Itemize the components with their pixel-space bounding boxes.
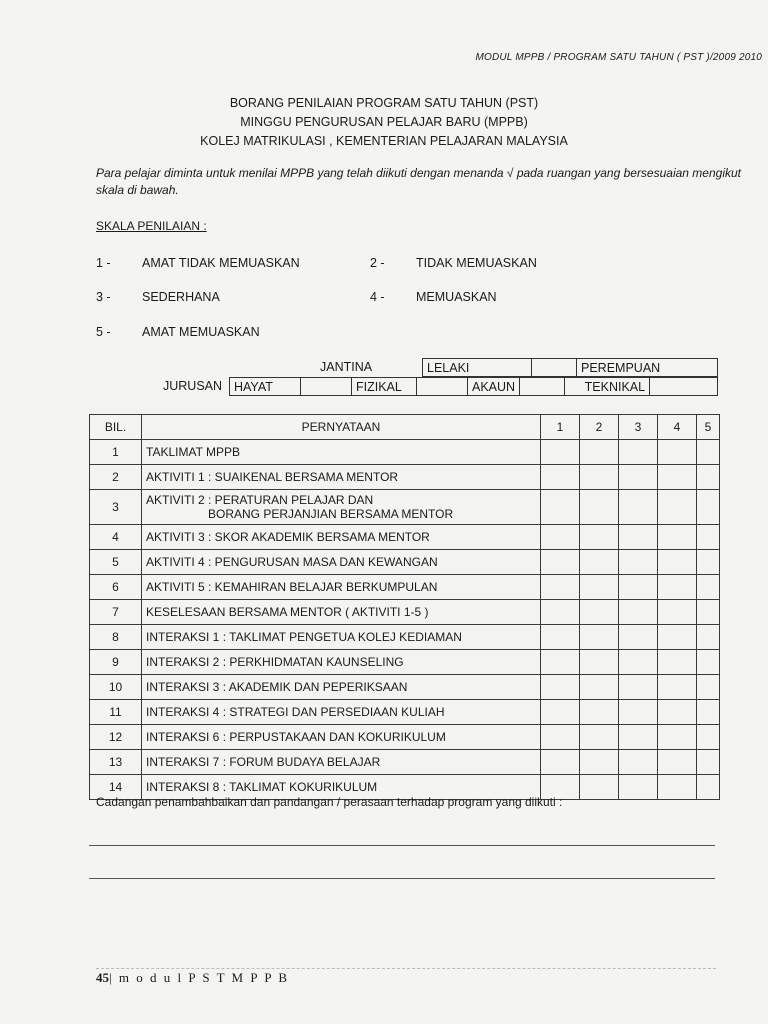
row-number: 3 <box>90 490 142 525</box>
rating-cell-2[interactable] <box>580 550 619 575</box>
table-row <box>90 490 720 525</box>
row-statement <box>142 675 541 700</box>
row-number: 2 <box>90 465 142 490</box>
statement-text: INTERAKSI 1 : TAKLIMAT PENGETUA KOLEJ KEDIAMAN <box>146 630 462 644</box>
rating-cell-2[interactable] <box>580 750 619 775</box>
rating-cell-5[interactable] <box>697 550 720 575</box>
statement-text: INTERAKSI 3 : AKADEMIK DAN PEPERIKSAAN <box>146 680 408 694</box>
row-number: 11 <box>90 700 142 725</box>
rating-cell-3[interactable] <box>619 440 658 465</box>
row-number: 8 <box>90 625 142 650</box>
table-row <box>90 725 720 750</box>
header-bil: BIL. <box>90 415 142 440</box>
scale-item-4: 4 - MEMUASKAN <box>370 290 497 304</box>
scale-item-5: 5 - AMAT MEMUASKAN <box>96 325 260 339</box>
rating-cell-1[interactable] <box>541 700 580 725</box>
checkbox-akaun[interactable] <box>520 378 565 396</box>
option-akaun[interactable]: AKAUN <box>468 378 520 396</box>
form-title-line-2: MINGGU PENGURUSAN PELAJAR BARU (MPPB) <box>240 115 528 129</box>
rating-cell-3[interactable] <box>619 700 658 725</box>
page-footer <box>96 970 289 986</box>
rating-cell-3[interactable] <box>619 625 658 650</box>
jantina-table <box>422 358 718 377</box>
rating-cell-3[interactable] <box>619 750 658 775</box>
rating-cell-5[interactable] <box>697 775 720 800</box>
rating-cell-5[interactable] <box>697 490 720 525</box>
instructions: Para pelajar diminta untuk menilai MPPB yang telah diikuti dengan menanda √ pada ruangan yang bersesuaian mengikut skala di bawah. <box>96 166 741 197</box>
rating-cell-1[interactable] <box>541 440 580 465</box>
row-number: 14 <box>90 775 142 800</box>
table-row <box>90 525 720 550</box>
table-row <box>90 675 720 700</box>
rating-cell-3[interactable] <box>619 725 658 750</box>
rating-cell-3[interactable] <box>619 650 658 675</box>
table-row <box>90 625 720 650</box>
rating-cell-4[interactable] <box>658 675 697 700</box>
statement-text: INTERAKSI 7 : FORUM BUDAYA BELAJAR <box>146 755 381 769</box>
row-statement <box>142 440 541 465</box>
option-perempuan[interactable]: PEREMPUAN <box>577 359 718 377</box>
checkbox-fizikal[interactable] <box>417 378 468 396</box>
form-title-line-3: KOLEJ MATRIKULASI , KEMENTERIAN PELAJARAN MALAYSIA <box>200 134 568 148</box>
rating-cell-4[interactable] <box>658 525 697 550</box>
statement-text: AKTIVITI 4 : PENGURUSAN MASA DAN KEWANGAN <box>146 555 438 569</box>
checkbox-lelaki[interactable] <box>532 359 577 377</box>
answer-line-2[interactable] <box>89 878 715 879</box>
rating-cell-1[interactable] <box>541 675 580 700</box>
statement-text: AKTIVITI 5 : KEMAHIRAN BELAJAR BERKUMPULAN <box>146 580 438 594</box>
header-note: MODUL MPPB / PROGRAM SATU TAHUN ( PST )/2009 2010 <box>475 52 762 63</box>
checkbox-teknikal[interactable] <box>650 378 718 396</box>
header-scale-3: 3 <box>619 415 658 440</box>
rating-table <box>89 414 720 800</box>
jurusan-label: JURUSAN <box>163 379 223 393</box>
rating-cell-1[interactable] <box>541 465 580 490</box>
rating-cell-3[interactable] <box>619 775 658 800</box>
rating-cell-1[interactable] <box>541 750 580 775</box>
rating-cell-2[interactable] <box>580 440 619 465</box>
suggestion-label: Cadangan penambahbaikan dan pandangan / perasaan terhadap program yang diikuti : <box>96 795 563 809</box>
table-row <box>90 600 720 625</box>
table-row <box>90 700 720 725</box>
header-scale-4: 4 <box>658 415 697 440</box>
rating-cell-5[interactable] <box>697 675 720 700</box>
rating-cell-1[interactable] <box>541 650 580 675</box>
rating-cell-5[interactable] <box>697 525 720 550</box>
page-number: 45 <box>96 970 109 985</box>
row-statement <box>142 750 541 775</box>
rating-cell-3[interactable] <box>619 525 658 550</box>
header-scale-1: 1 <box>541 415 580 440</box>
statement-text: AKTIVITI 1 : SUAIKENAL BERSAMA MENTOR <box>146 470 399 484</box>
rating-cell-2[interactable] <box>580 650 619 675</box>
row-number: 10 <box>90 675 142 700</box>
rating-cell-2[interactable] <box>580 600 619 625</box>
row-number: 4 <box>90 525 142 550</box>
rating-cell-4[interactable] <box>658 575 697 600</box>
option-lelaki[interactable]: LELAKI <box>423 359 532 377</box>
rating-cell-4[interactable] <box>658 650 697 675</box>
rating-cell-5[interactable] <box>697 750 720 775</box>
header-scale-2: 2 <box>580 415 619 440</box>
rating-cell-3[interactable] <box>619 490 658 525</box>
table-row <box>90 750 720 775</box>
table-header-row <box>90 415 720 440</box>
rating-cell-2[interactable] <box>580 490 619 525</box>
row-statement <box>142 525 541 550</box>
rating-cell-2[interactable] <box>580 465 619 490</box>
checkbox-hayat[interactable] <box>301 378 352 396</box>
rating-cell-5[interactable] <box>697 575 720 600</box>
rating-cell-2[interactable] <box>580 725 619 750</box>
row-number: 1 <box>90 440 142 465</box>
table-row <box>90 465 720 490</box>
row-statement <box>142 575 541 600</box>
rating-cell-2[interactable] <box>580 525 619 550</box>
statement-text: KESELESAAN BERSAMA MENTOR ( AKTIVITI 1-5 ) <box>146 605 429 619</box>
scale-item-3: 3 - SEDERHANA <box>96 290 220 304</box>
rating-cell-1[interactable] <box>541 525 580 550</box>
scale-item-1: 1 - AMAT TIDAK MEMUASKAN <box>96 256 300 270</box>
rating-cell-4[interactable] <box>658 550 697 575</box>
row-number: 5 <box>90 550 142 575</box>
table-row <box>90 575 720 600</box>
row-statement <box>142 625 541 650</box>
statement-text: INTERAKSI 6 : PERPUSTAKAAN DAN KOKURIKULUM <box>146 730 446 744</box>
rating-cell-5[interactable] <box>697 650 720 675</box>
rating-cell-5[interactable] <box>697 440 720 465</box>
statement-text: INTERAKSI 4 : STRATEGI DAN PERSEDIAAN KULIAH <box>146 705 445 719</box>
rating-cell-2[interactable] <box>580 625 619 650</box>
option-fizikal[interactable]: FIZIKAL <box>352 378 417 396</box>
rating-cell-1[interactable] <box>541 550 580 575</box>
row-statement <box>142 725 541 750</box>
row-statement <box>142 490 541 525</box>
footer-divider <box>96 968 716 969</box>
rating-cell-3[interactable] <box>619 675 658 700</box>
rating-cell-3[interactable] <box>619 600 658 625</box>
form-title-line-1: BORANG PENILAIAN PROGRAM SATU TAHUN (PST) <box>229 96 539 110</box>
rating-cell-1[interactable] <box>541 490 580 525</box>
rating-cell-4[interactable] <box>658 600 697 625</box>
rating-cell-4[interactable] <box>658 775 697 800</box>
rating-cell-2[interactable] <box>580 700 619 725</box>
rating-cell-1[interactable] <box>541 575 580 600</box>
rating-cell-2[interactable] <box>580 775 619 800</box>
row-number: 6 <box>90 575 142 600</box>
scale-title: SKALA PENILAIAN : <box>96 219 207 233</box>
jantina-label: JANTINA <box>320 360 373 374</box>
rating-cell-2[interactable] <box>580 575 619 600</box>
row-number: 12 <box>90 725 142 750</box>
rating-cell-4[interactable] <box>658 750 697 775</box>
row-statement <box>142 465 541 490</box>
rating-cell-4[interactable] <box>658 465 697 490</box>
rating-cell-4[interactable] <box>658 700 697 725</box>
rating-cell-4[interactable] <box>658 725 697 750</box>
row-statement <box>142 550 541 575</box>
row-number: 13 <box>90 750 142 775</box>
statement-text: INTERAKSI 8 : TAKLIMAT KOKURIKULUM <box>146 780 378 794</box>
statement-text-continued: BORANG PERJANJIAN BERSAMA MENTOR <box>208 507 454 521</box>
row-statement <box>142 650 541 675</box>
row-statement <box>142 700 541 725</box>
rating-cell-5[interactable] <box>697 465 720 490</box>
row-number: 9 <box>90 650 142 675</box>
rating-cell-2[interactable] <box>580 675 619 700</box>
statement-text: INTERAKSI 2 : PERKHIDMATAN KAUNSELING <box>146 655 404 669</box>
rating-cell-5[interactable] <box>697 700 720 725</box>
rating-cell-4[interactable] <box>658 625 697 650</box>
row-number: 7 <box>90 600 142 625</box>
header-scale-5: 5 <box>697 415 720 440</box>
rating-cell-3[interactable] <box>619 465 658 490</box>
footer-text: | m o d u l P S T M P P B <box>109 970 289 985</box>
option-teknikal[interactable]: TEKNIKAL <box>565 378 650 396</box>
statement-text: AKTIVITI 2 : PERATURAN PELAJAR DAN <box>146 493 374 507</box>
rating-cell-3[interactable] <box>619 575 658 600</box>
rating-cell-3[interactable] <box>619 550 658 575</box>
scale-item-2: 2 - TIDAK MEMUASKAN <box>370 256 537 270</box>
answer-line-1[interactable] <box>89 845 715 846</box>
rating-cell-5[interactable] <box>697 625 720 650</box>
rating-cell-4[interactable] <box>658 440 697 465</box>
option-hayat[interactable]: HAYAT <box>230 378 301 396</box>
table-row <box>90 440 720 465</box>
header-pernyataan: PERNYATAAN <box>142 415 541 440</box>
statement-text: AKTIVITI 3 : SKOR AKADEMIK BERSAMA MENTOR <box>146 530 430 544</box>
table-row <box>90 550 720 575</box>
table-row <box>90 650 720 675</box>
rating-cell-4[interactable] <box>658 490 697 525</box>
rating-cell-1[interactable] <box>541 725 580 750</box>
row-statement <box>142 600 541 625</box>
rating-cell-5[interactable] <box>697 725 720 750</box>
rating-cell-1[interactable] <box>541 600 580 625</box>
rating-cell-5[interactable] <box>697 600 720 625</box>
rating-cell-1[interactable] <box>541 625 580 650</box>
jurusan-table <box>229 377 718 396</box>
statement-text: TAKLIMAT MPPB <box>146 445 241 459</box>
